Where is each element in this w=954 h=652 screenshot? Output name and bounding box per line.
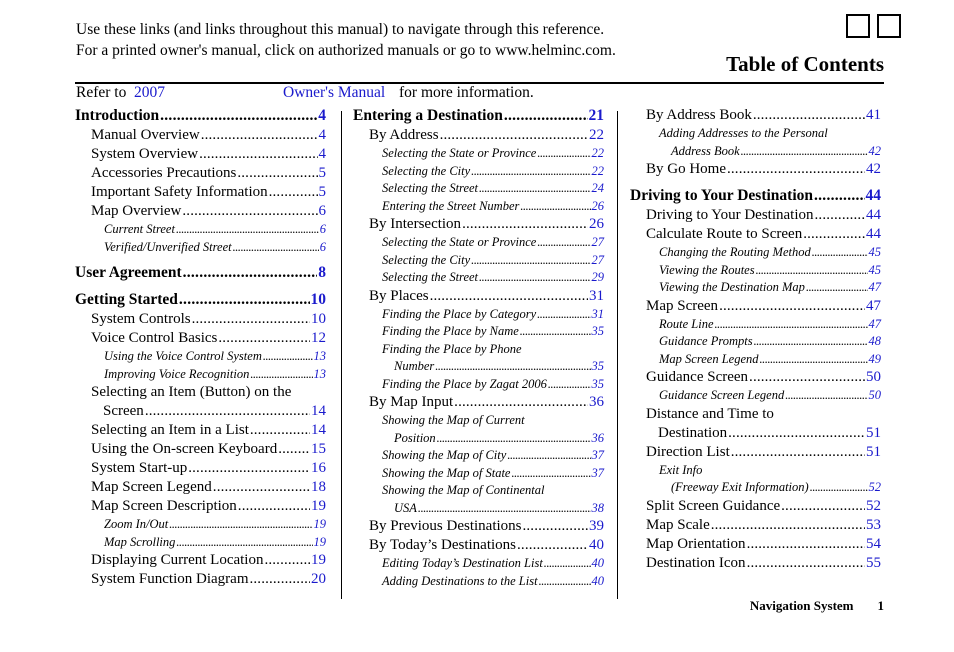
toc-subentry-label[interactable]: Adding Addresses to the Personal — [659, 126, 828, 140]
column-divider — [617, 111, 618, 599]
toc-entry[interactable]: Map Screen Legend . . . 18 — [75, 479, 326, 498]
footer-label: Navigation System — [749, 598, 854, 613]
toc-subentry[interactable]: USA . . . 38 — [353, 501, 604, 519]
toc-entry[interactable]: Map Orientation . . . 54 — [630, 536, 881, 555]
toc-subentry[interactable]: Address Book . . . 42 — [630, 144, 881, 162]
toc-subentry[interactable]: Selecting the Street . . . 29 — [353, 270, 604, 288]
refer-prefix: Refer to — [76, 84, 127, 101]
toc-subentry[interactable]: Entering the Street Number . . . 26 — [353, 199, 604, 217]
toc-entry[interactable]: By Intersection . . . 26 — [353, 216, 604, 235]
toc-entry[interactable]: Selecting an Item in a List . . . 14 — [75, 422, 326, 441]
toc-entry[interactable]: Destination Icon . . . 55 — [630, 555, 881, 574]
toc-entry[interactable]: Map Scale . . . 53 — [630, 517, 881, 536]
toc-entry[interactable]: Manual Overview . . . 4 — [75, 127, 326, 146]
toc-entry[interactable]: Guidance Screen . . . 50 — [630, 369, 881, 388]
toc-subentry[interactable]: Position . . . 36 — [353, 431, 604, 449]
toc-entry[interactable]: System Controls . . . 10 — [75, 311, 326, 330]
toc-entry[interactable]: Calculate Route to Screen . . . 44 — [630, 226, 881, 245]
toc-subentry[interactable]: Improving Voice Recognition . . . 13 — [75, 367, 326, 385]
toc-entry[interactable]: System Overview . . . 4 — [75, 146, 326, 165]
toc-entry[interactable]: Map Screen . . . 47 — [630, 298, 881, 317]
toc-subentry[interactable]: Number . . . 35 — [353, 359, 604, 377]
toc-subentry[interactable]: Finding the Place by Category . . . 31 — [353, 307, 604, 325]
page-number: 1 — [877, 598, 884, 613]
toc-entry[interactable]: Split Screen Guidance . . . 52 — [630, 498, 881, 517]
toc-entry[interactable]: By Previous Destinations . . . 39 — [353, 518, 604, 537]
toc-subentry[interactable]: Showing the Map of City . . . 37 — [353, 448, 604, 466]
toc-subentry[interactable]: Finding the Place by Name . . . 35 — [353, 324, 604, 342]
toc-entry[interactable]: By Map Input . . . 36 — [353, 394, 604, 413]
toc-entry[interactable]: By Address . . . 22 — [353, 127, 604, 146]
toc-column-2 — [353, 107, 604, 591]
toc-subentry[interactable]: Changing the Routing Method . . . 45 — [630, 245, 881, 263]
toc-subentry[interactable]: Adding Destinations to the List . . . 40 — [353, 574, 604, 592]
toc-subentry[interactable]: Map Scrolling . . . 19 — [75, 535, 326, 553]
refer-line — [76, 84, 676, 102]
toc-section-driving-destination[interactable]: Driving to Your Destination . . . 44 — [630, 187, 881, 207]
toc-subentry[interactable]: Guidance Screen Legend . . . 50 — [630, 388, 881, 406]
toc-subentry-label[interactable]: Exit Info — [659, 462, 703, 477]
toc-entry[interactable]: Destination . . . 51 — [630, 425, 881, 444]
toc-section-introduction[interactable]: Introduction . . . 4 — [75, 107, 326, 127]
toc-subentry[interactable]: Current Street . . . 6 — [75, 222, 326, 240]
toc-entry[interactable]: Displaying Current Location . . . 19 — [75, 552, 326, 571]
toc-subentry[interactable]: Viewing the Destination Map . . . 47 — [630, 280, 881, 298]
previous-page-button[interactable] — [846, 14, 870, 38]
toc-subentry-label[interactable]: Showing the Map of Current — [382, 413, 525, 427]
toc-column-3 — [630, 107, 881, 574]
toc-subentry[interactable]: (Freeway Exit Information) . . . 52 — [630, 480, 881, 498]
toc-entry[interactable]: Map Screen Description . . . 19 — [75, 498, 326, 517]
toc-entry[interactable]: By Today’s Destinations . . . 40 — [353, 537, 604, 556]
toc-entry[interactable]: Accessories Precautions . . . 5 — [75, 165, 326, 184]
owners-manual-link[interactable]: Owner's Manual — [283, 84, 386, 101]
toc-subentry[interactable]: Selecting the City . . . 22 — [353, 164, 604, 182]
intro-line-2: For a printed owner's manual, click on authorized manuals or go to www.helminc.com. — [76, 42, 616, 59]
toc-entry[interactable]: System Start-up . . . 16 — [75, 460, 326, 479]
year-link[interactable]: 2007 — [134, 84, 165, 101]
toc-subentry[interactable]: Selecting the Street . . . 24 — [353, 181, 604, 199]
intro-line-1: Use these links (and links throughout this manual) to navigate through this reference. — [76, 21, 605, 38]
toc-subentry-label[interactable]: Finding the Place by Phone — [382, 341, 522, 356]
toc-section-getting-started[interactable]: Getting Started . . . 10 — [75, 291, 326, 311]
toc-entry[interactable]: Screen . . . 14 — [75, 403, 326, 422]
toc-entry[interactable]: Map Overview . . . 6 — [75, 203, 326, 222]
column-divider — [341, 111, 342, 599]
toc-section-entering-destination[interactable]: Entering a Destination . . . 21 — [353, 107, 604, 127]
toc-subentry[interactable]: Showing the Map of State . . . 37 — [353, 466, 604, 484]
toc-entry[interactable]: Voice Control Basics . . . 12 — [75, 330, 326, 349]
toc-subentry[interactable]: Verified/Unverified Street . . . 6 — [75, 240, 326, 258]
page-footer — [750, 598, 884, 614]
toc-entry[interactable]: System Function Diagram . . . 20 — [75, 571, 326, 590]
toc-column-1 — [75, 107, 326, 590]
toc-entry[interactable]: By Address Book . . . 41 — [630, 107, 881, 126]
toc-entry[interactable]: Driving to Your Destination . . . 44 — [630, 207, 881, 226]
toc-subentry[interactable]: Editing Today’s Destination List . . . 40 — [353, 556, 604, 574]
toc-subentry[interactable]: Selecting the City . . . 27 — [353, 253, 604, 271]
toc-subentry[interactable]: Route Line . . . 47 — [630, 317, 881, 335]
toc-subentry[interactable]: Finding the Place by Zagat 2006 . . . 35 — [353, 377, 604, 395]
toc-subentry[interactable]: Guidance Prompts . . . 48 — [630, 334, 881, 352]
toc-entry[interactable]: Using the On-screen Keyboard . . . 15 — [75, 441, 326, 460]
toc-entry[interactable]: By Go Home . . . 42 — [630, 161, 881, 180]
next-page-button[interactable] — [877, 14, 901, 38]
page-title: Table of Contents — [726, 52, 884, 76]
intro-text — [76, 19, 616, 61]
toc-entry-label[interactable]: Selecting an Item (Button) on the — [91, 384, 292, 400]
toc-subentry[interactable]: Using the Voice Control System . . . 13 — [75, 349, 326, 367]
toc-subentry[interactable]: Viewing the Routes . . . 45 — [630, 263, 881, 281]
toc-subentry-label[interactable]: Showing the Map of Continental — [382, 483, 545, 497]
toc-entry-label[interactable]: Distance and Time to — [646, 405, 774, 422]
toc-entry[interactable]: By Places . . . 31 — [353, 288, 604, 307]
toc-subentry[interactable]: Map Screen Legend . . . 49 — [630, 352, 881, 370]
refer-suffix: for more information. — [399, 84, 534, 101]
toc-subentry[interactable]: Selecting the State or Province . . . 27 — [353, 235, 604, 253]
toc-section-user-agreement[interactable]: User Agreement . . . 8 — [75, 264, 326, 284]
toc-entry[interactable]: Important Safety Information . . . 5 — [75, 184, 326, 203]
toc-entry[interactable]: Direction List . . . 51 — [630, 444, 881, 463]
toc-subentry[interactable]: Zoom In/Out . . . 19 — [75, 517, 326, 535]
toc-subentry[interactable]: Selecting the State or Province . . . 22 — [353, 146, 604, 164]
